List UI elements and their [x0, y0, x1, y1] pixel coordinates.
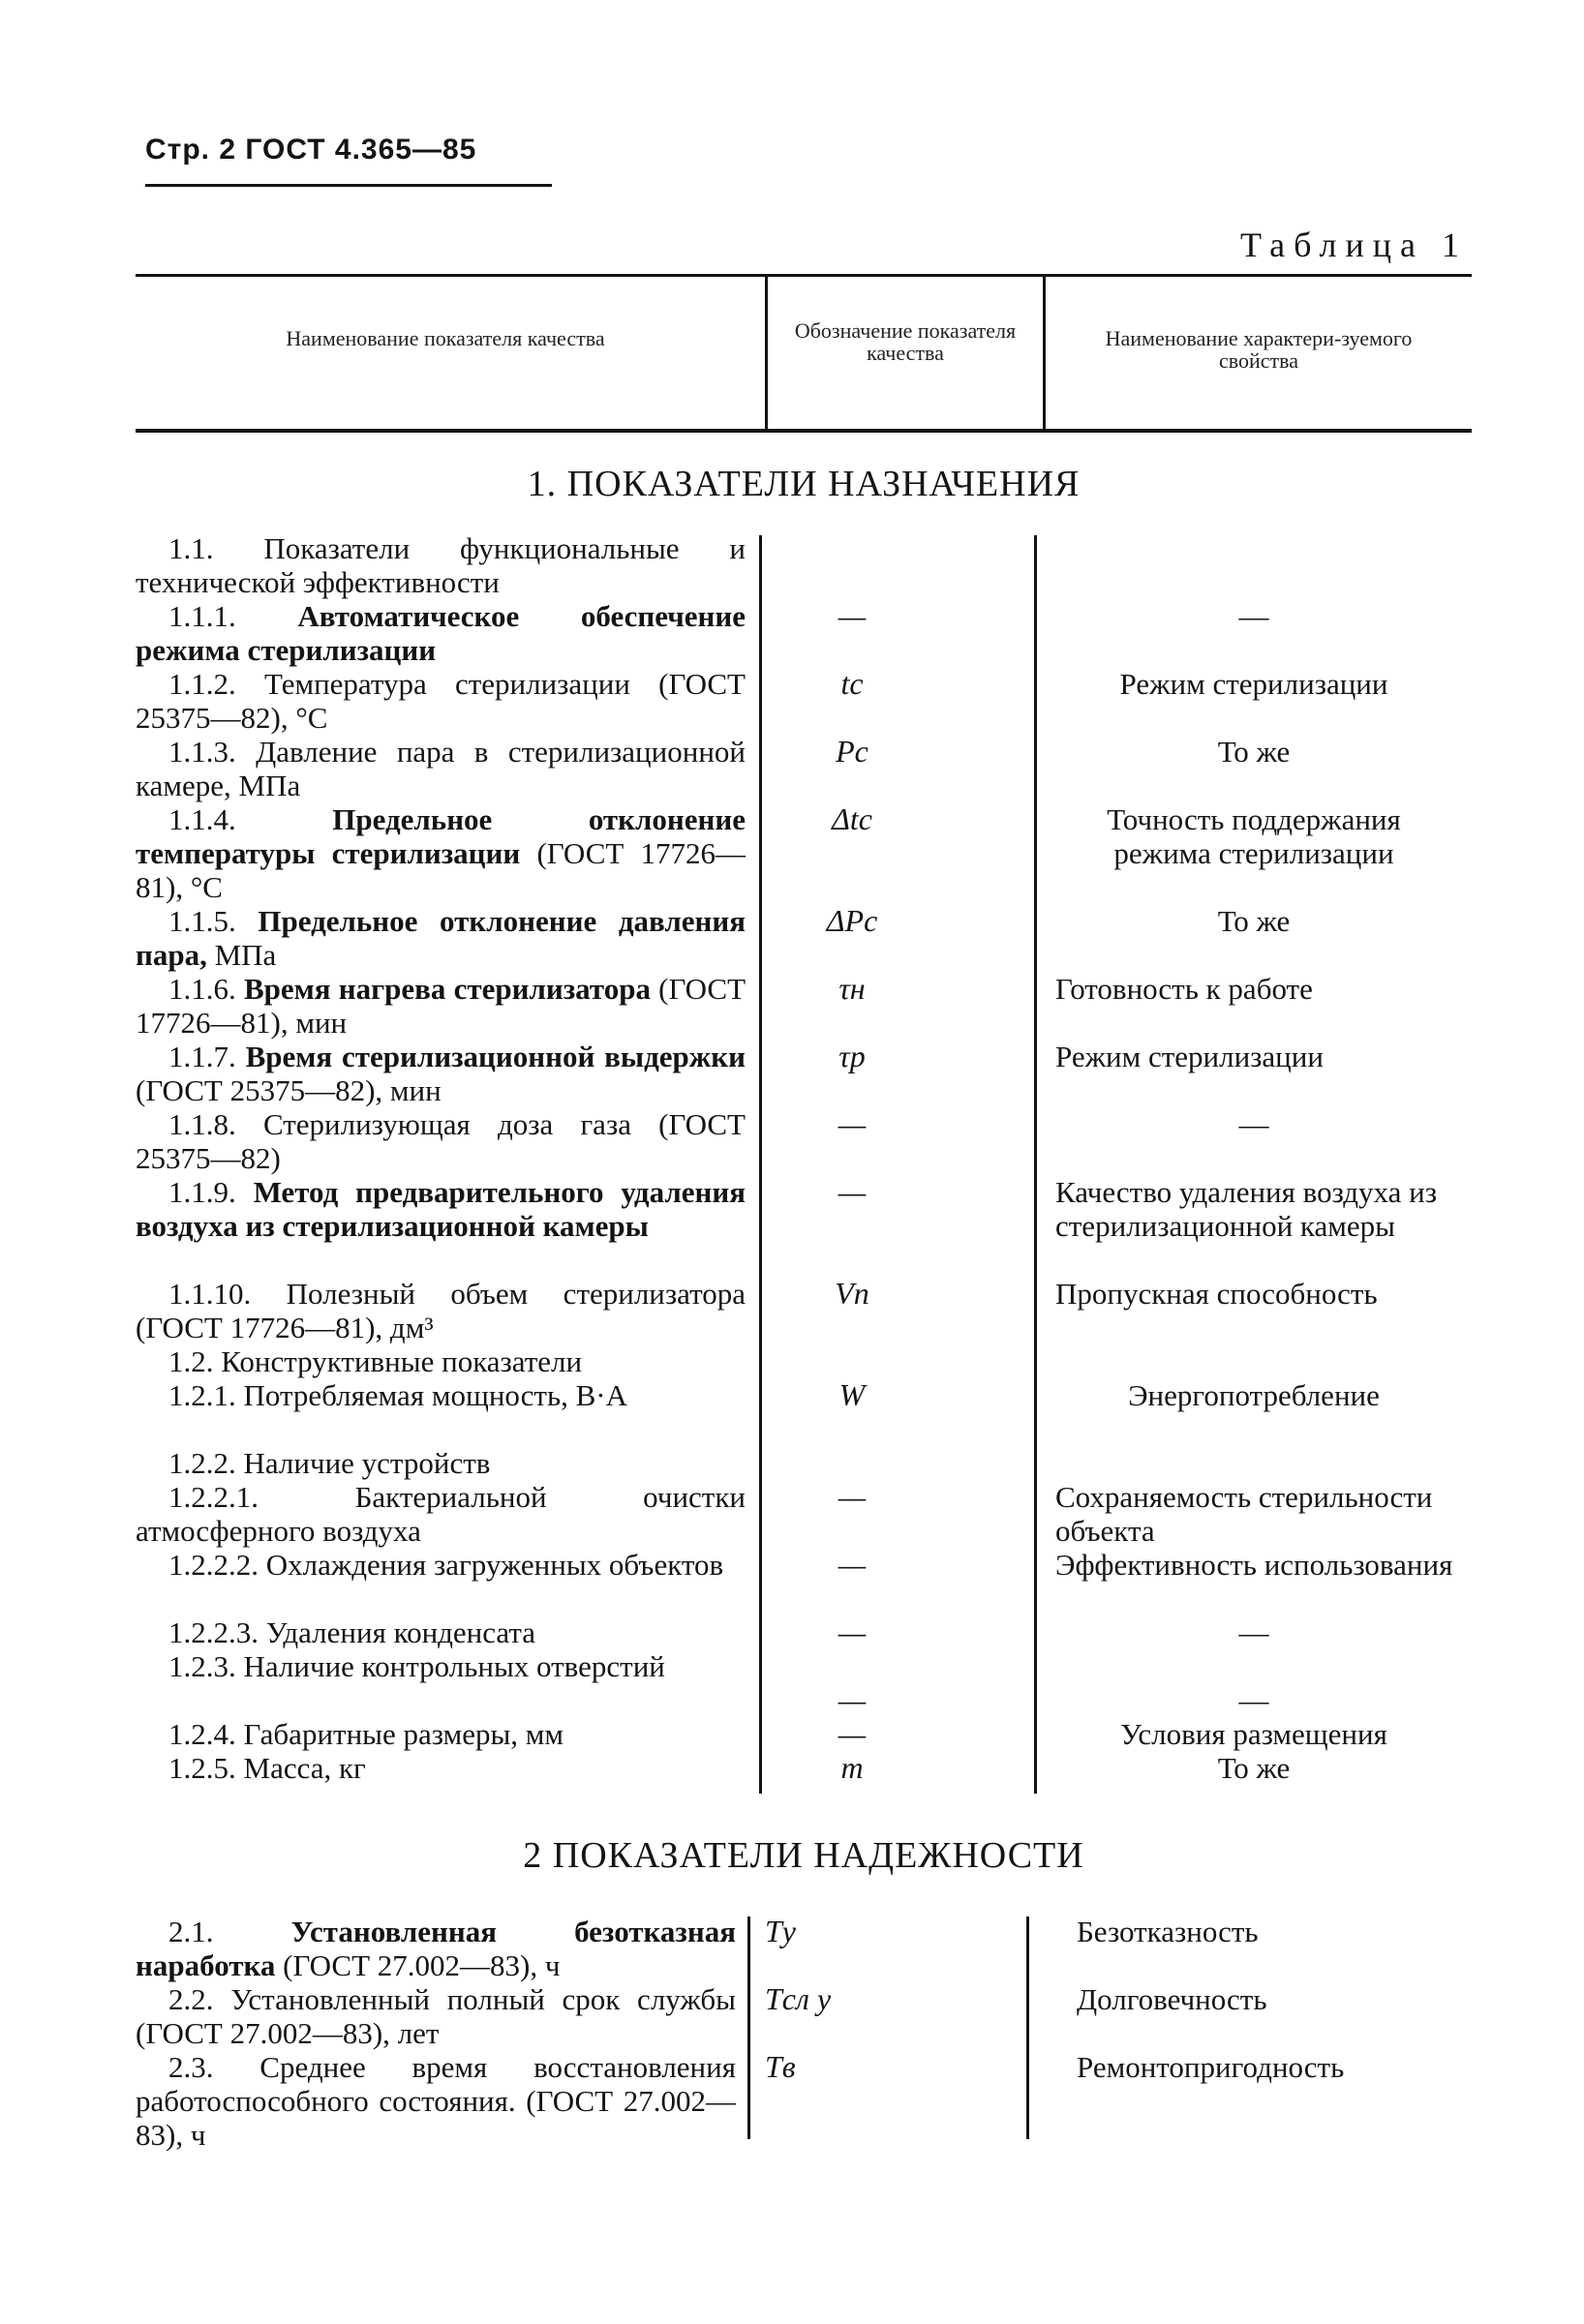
indicator-name: 1.1.4. Предельное отклонение температуры стерилизации (ГОСТ 17726—81), °С [136, 802, 746, 904]
indicator-property: Ремонтопригодность [1077, 2050, 1345, 2084]
indicator-name: 1.2.2. Наличие устройств [168, 1446, 491, 1480]
indicator-name: 1.2.2.2. Охлаждения загруженных объектов [168, 1548, 724, 1582]
indicator-property: Энергопотребление [1128, 1378, 1380, 1412]
indicator-property: Качество удаления воздуха из стерилизационной камеры [1055, 1175, 1437, 1243]
indicator-symbol: W [838, 1377, 866, 1412]
column-divider-2 [1026, 1917, 1029, 2139]
header-underline [145, 184, 552, 187]
page-header: Стр. 2 ГОСТ 4.365—85 [145, 134, 477, 166]
indicator-property: Готовность к работе [1055, 972, 1313, 1006]
indicator-symbol: Vп [835, 1276, 869, 1311]
indicator-symbol: m [840, 1750, 864, 1785]
indicator-name: 1.2.5. Масса, кг [168, 1751, 366, 1785]
indicator-symbol: — [838, 598, 867, 633]
indicator-symbol: Tсл у [765, 1981, 832, 2016]
indicator-property: То же [1217, 1751, 1291, 1785]
indicator-property: Сохраняемость стерильности объекта [1055, 1480, 1433, 1548]
indicator-property: Условия размещения [1120, 1717, 1387, 1751]
indicator-symbol: tс [840, 666, 864, 701]
indicator-name: 2.3. Среднее время восстановления работоспособного состояния. (ГОСТ 27.002—83), ч [136, 2050, 736, 2152]
indicator-symbol: — [838, 1106, 867, 1141]
column-header-property: Наименование характери-зуемого свойства [1105, 326, 1413, 373]
indicator-name: 1.1.7. Время стерилизационной выдержки (ГОСТ 25375—82), мин [136, 1040, 746, 1107]
indicator-property: То же [1217, 904, 1291, 938]
indicator-name: 1.1. Показатели функциональные и технической эффективности [136, 531, 746, 599]
column-divider-1 [747, 1917, 750, 2139]
indicator-symbol: ΔPс [826, 903, 878, 938]
indicator-name: 1.2.2.3. Удаления конденсата [168, 1615, 536, 1649]
indicator-name: 1.2.4. Габаритные размеры, мм [168, 1717, 564, 1751]
indicator-property: — [1238, 1615, 1269, 1649]
indicator-name: 1.1.3. Давление пара в стерилизационной камере, МПа [136, 735, 746, 802]
column-header-name: Наименование показателя качества [286, 326, 605, 350]
column-divider-2 [1034, 535, 1037, 1794]
indicator-name: 2.2. Установленный полный срок службы (ГОСТ 27.002—83), лет [136, 1982, 736, 2050]
header-divider-2 [1043, 276, 1046, 429]
indicator-property: — [1238, 1107, 1269, 1141]
indicator-symbol: Tу [765, 1914, 796, 1948]
indicator-symbol: τн [838, 971, 866, 1006]
indicator-property: Пропускная способность [1055, 1277, 1378, 1311]
indicator-name: 2.1. Установленная безотказная наработка (ГОСТ 27.002—83), ч [136, 1915, 737, 1982]
indicator-symbol: — [838, 1547, 867, 1582]
indicator-symbol: — [838, 1174, 867, 1209]
indicator-property: — [1238, 1683, 1269, 1717]
indicator-symbol: — [838, 1615, 867, 1649]
table-head-bottom-rule [136, 429, 1472, 433]
indicator-name: 1.1.10. Полезный объем стерилизатора (ГОСТ 17726—81), дм³ [136, 1277, 746, 1344]
indicator-symbol: Pс [836, 734, 868, 769]
indicator-property: Долговечность [1077, 1982, 1267, 2016]
indicator-symbol: — [838, 1716, 867, 1751]
indicator-property: Эффективность использования [1055, 1548, 1453, 1582]
indicator-name: 1.2.1. Потребляемая мощность, В·А [168, 1378, 628, 1412]
indicator-name: 1.1.6. Время нагрева стерилизатора (ГОСТ 17726—81), мин [136, 972, 746, 1040]
indicator-property: Точность поддержания режима стерилизации [1107, 802, 1401, 870]
section-title: 2 ПОКАЗАТЕЛИ НАДЕЖНОСТИ [523, 1835, 1084, 1876]
indicator-property: Режим стерилизации [1055, 1040, 1324, 1073]
indicator-property: Режим стерилизации [1119, 667, 1388, 701]
indicator-symbol: τр [838, 1039, 866, 1073]
indicator-name: 1.1.8. Стерилизующая доза газа (ГОСТ 25375—82) [136, 1107, 746, 1175]
indicator-symbol: — [838, 1682, 867, 1717]
table-top-rule [136, 274, 1472, 277]
indicator-property: — [1238, 599, 1269, 633]
section-title: 1. ПОКАЗАТЕЛИ НАЗНАЧЕНИЯ [527, 464, 1081, 504]
indicator-symbol: Δtс [832, 801, 872, 836]
indicator-name: 1.2.2.1. Бактериальной очистки атмосферного воздуха [136, 1480, 746, 1548]
indicator-symbol: Tв [765, 2049, 796, 2084]
column-divider-1 [759, 535, 762, 1794]
indicator-name: 1.1.5. Предельное отклонение давления пара, МПа [136, 904, 746, 972]
indicator-name: 1.2.3. Наличие контрольных отверстий [168, 1649, 665, 1683]
column-header-symbol: Обозначение показателя качества [794, 318, 1017, 365]
indicator-property: Безотказность [1077, 1915, 1259, 1948]
indicator-property: То же [1217, 735, 1291, 769]
indicator-symbol: — [838, 1479, 867, 1514]
indicator-name: 1.2. Конструктивные показатели [168, 1344, 583, 1378]
header-divider-1 [765, 276, 768, 429]
indicator-name: 1.1.9. Метод предварительного удаления воздуха из стерилизационной камеры [136, 1175, 746, 1243]
table-caption: Таблица 1 [1240, 226, 1468, 264]
indicator-name: 1.1.2. Температура стерилизации (ГОСТ 25375—82), °С [136, 667, 746, 735]
indicator-name: 1.1.1. Автоматическое обеспечение режима стерилизации [136, 599, 746, 667]
